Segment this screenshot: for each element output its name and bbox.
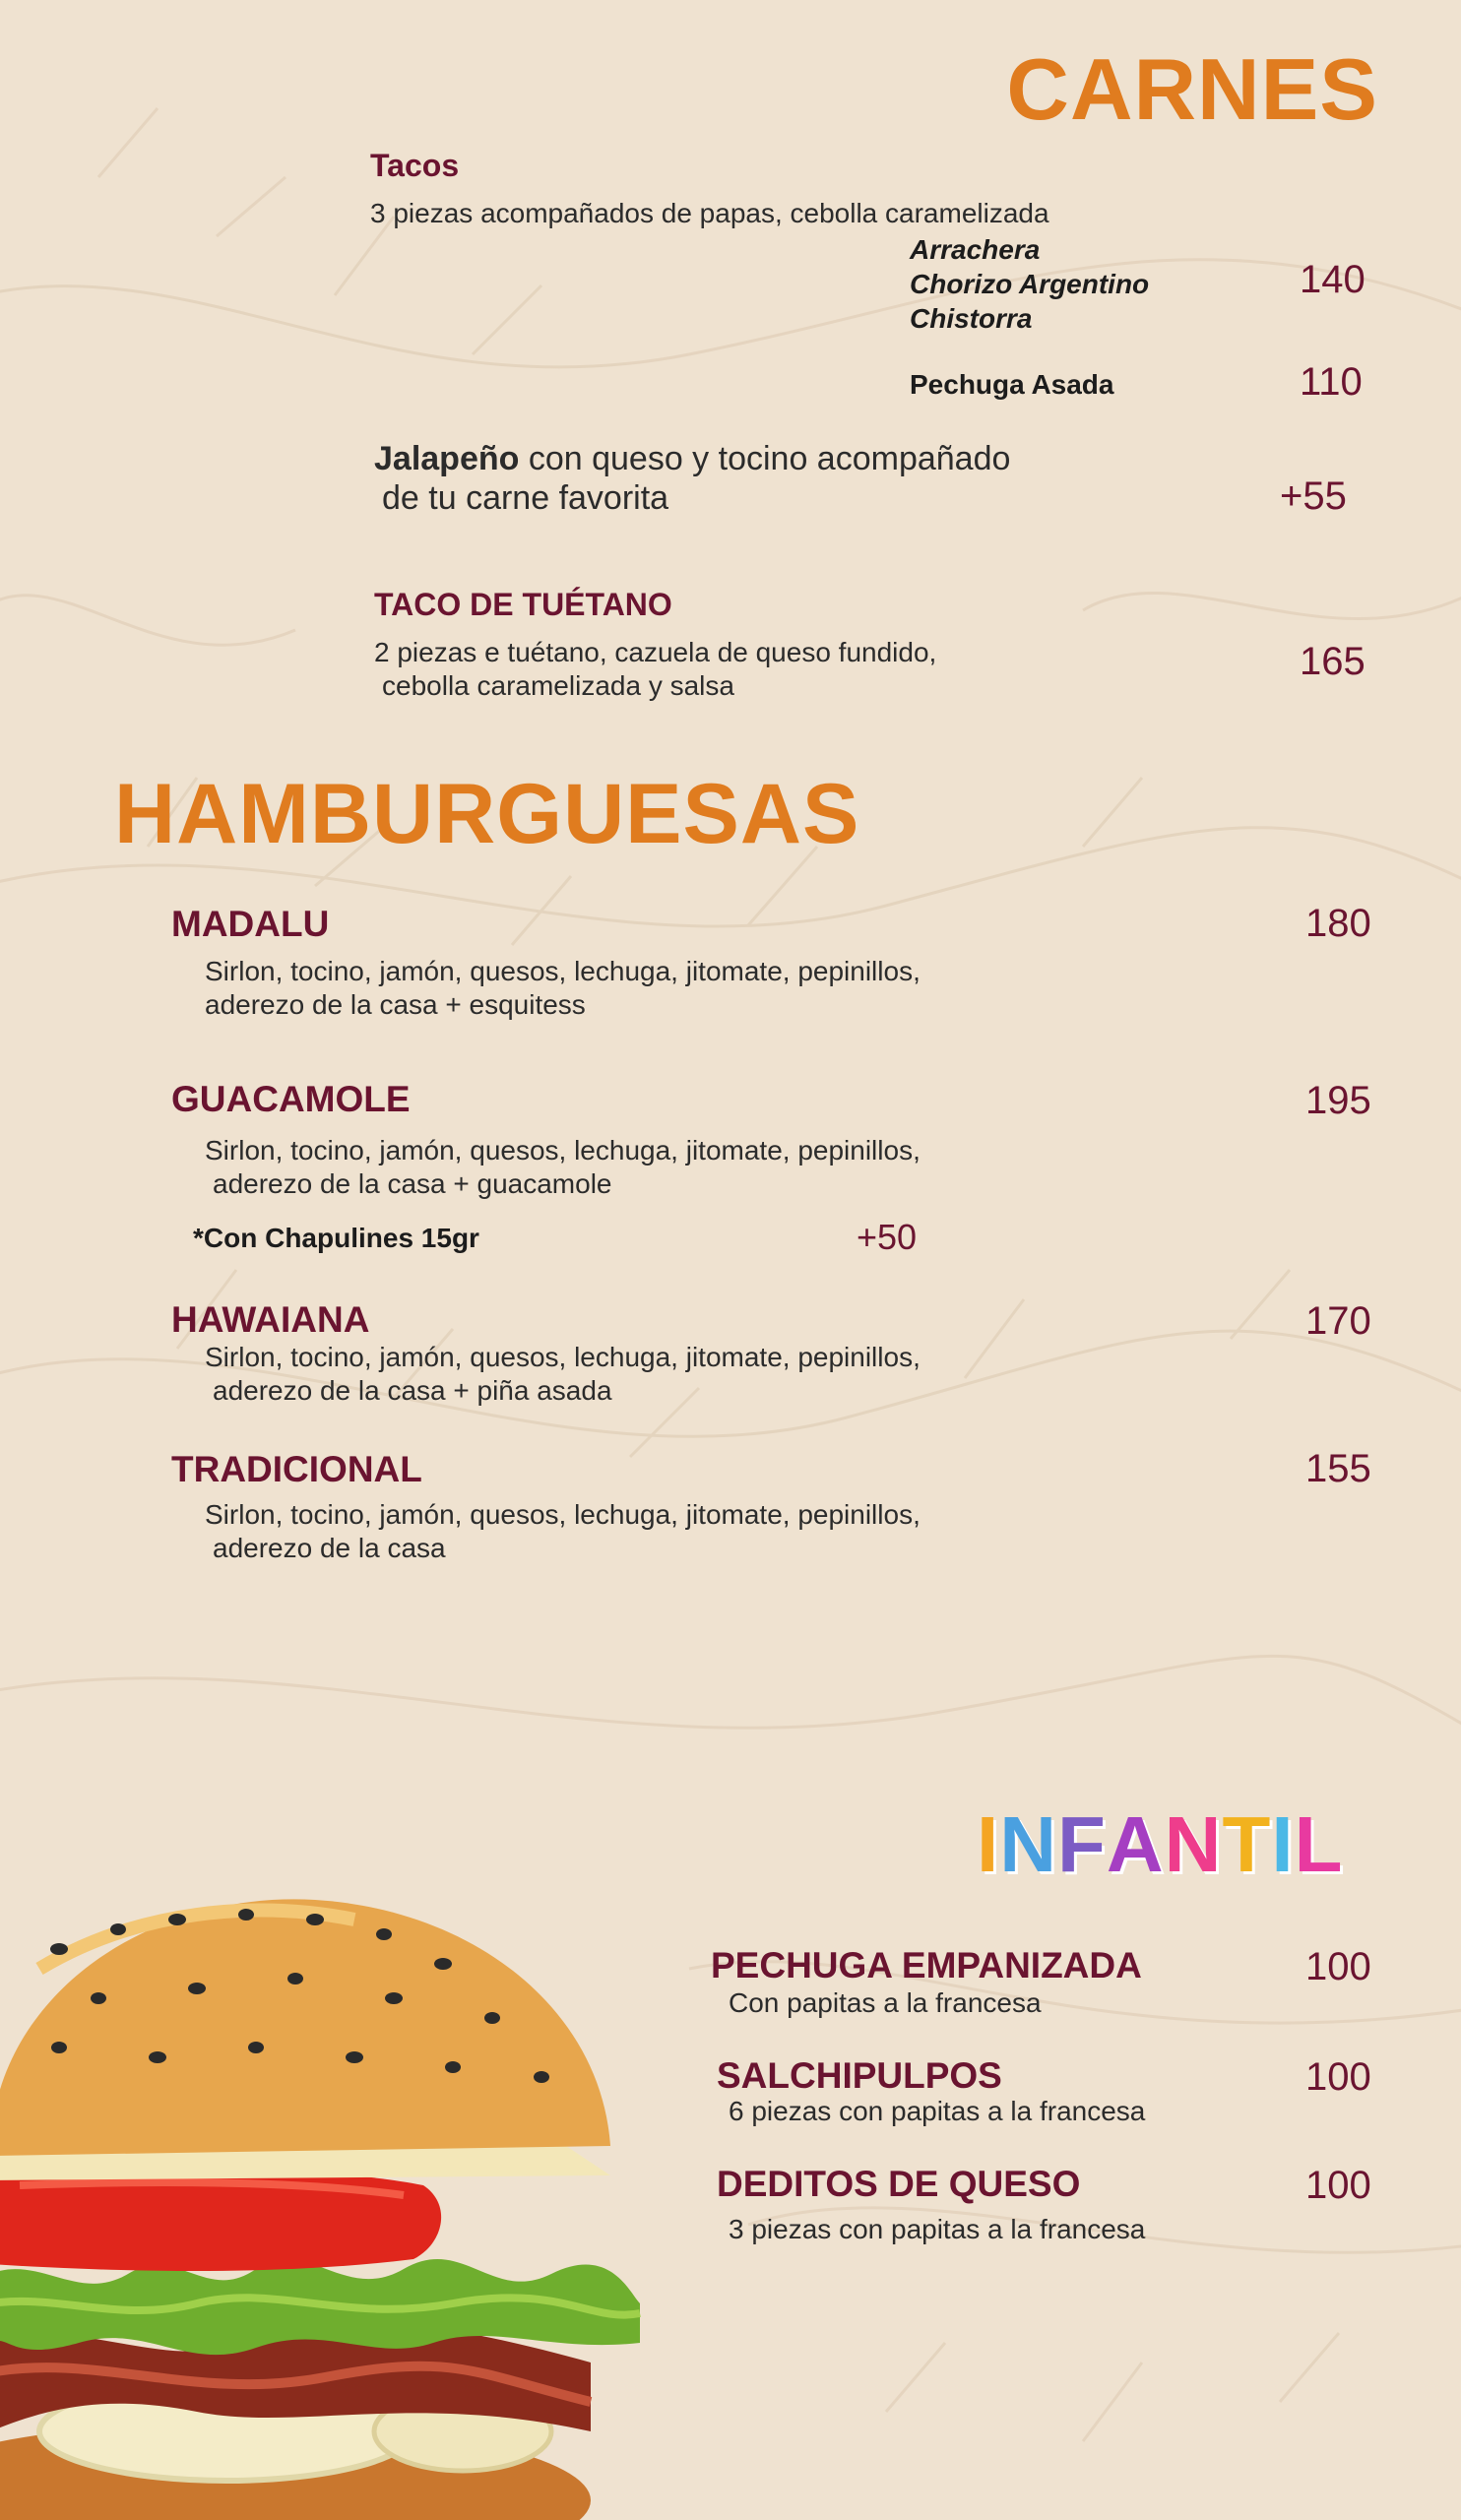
burger-desc-hawaiana xyxy=(205,1341,921,1408)
burger-price-guacamole: 195 xyxy=(1305,1079,1371,1122)
burger-desc-madalu xyxy=(205,955,921,1022)
infantil-letter: I xyxy=(977,1800,1000,1888)
infantil-letter: N xyxy=(1164,1800,1223,1888)
burger-photo xyxy=(0,1880,650,2520)
tacos-option: Chistorra xyxy=(910,303,1033,334)
infantil-letter: N xyxy=(999,1800,1058,1888)
tacos-description: 3 piezas acompañados de papas, cebolla caramelizada xyxy=(370,198,1049,228)
tacos-name: Tacos xyxy=(370,148,460,183)
taco-tuetano-line2: cebolla caramelizada y salsa xyxy=(382,670,734,701)
burger-desc-line1: Sirlon, tocino, jamón, quesos, lechuga, jitomate, pepinillos, xyxy=(205,1342,921,1372)
taco-tuetano-description xyxy=(374,636,936,703)
burger-name-tradicional: TRADICIONAL xyxy=(171,1449,422,1489)
carnes-section-title: CARNES xyxy=(1006,40,1378,138)
jalapeno-description xyxy=(374,439,1010,518)
infantil-letter: T xyxy=(1222,1800,1272,1888)
burger-desc-line2: aderezo de la casa + guacamole xyxy=(213,1168,612,1199)
hamburguesas-section-title: HAMBURGUESAS xyxy=(114,767,860,861)
pechuga-asada-label: Pechuga Asada xyxy=(910,369,1114,400)
infantil-desc-pechuga: Con papitas a la francesa xyxy=(729,1987,1042,2018)
taco-tuetano-name: TACO DE TUÉTANO xyxy=(374,587,672,622)
burger-desc-line1: Sirlon, tocino, jamón, quesos, lechuga, jitomate, pepinillos, xyxy=(205,1135,921,1166)
jalapeno-line1: con queso y tocino acompañado xyxy=(519,440,1011,477)
tacos-options-list xyxy=(910,232,1149,336)
burger-desc-line2: aderezo de la casa xyxy=(213,1533,446,1563)
infantil-price-salchipulpos: 100 xyxy=(1305,2055,1371,2099)
tacos-option: Arrachera xyxy=(910,234,1041,265)
jalapeno-price: +55 xyxy=(1280,474,1347,518)
burger-price-hawaiana: 170 xyxy=(1305,1299,1371,1343)
burger-desc-line1: Sirlon, tocino, jamón, quesos, lechuga, jitomate, pepinillos, xyxy=(205,956,921,986)
burger-price-tradicional: 155 xyxy=(1305,1447,1371,1490)
infantil-letter: A xyxy=(1106,1800,1165,1888)
infantil-desc-salchipulpos: 6 piezas con papitas a la francesa xyxy=(729,2096,1146,2126)
burger-name-hawaiana: HAWAIANA xyxy=(171,1299,370,1340)
burger-desc-line2: aderezo de la casa + esquitess xyxy=(205,989,586,1020)
infantil-price-deditos: 100 xyxy=(1305,2164,1371,2207)
burger-desc-guacamole xyxy=(205,1134,921,1201)
infantil-letter: F xyxy=(1057,1800,1107,1888)
infantil-letter: L xyxy=(1294,1800,1344,1888)
infantil-name-deditos: DEDITOS DE QUESO xyxy=(717,2164,1081,2204)
infantil-name-salchipulpos: SALCHIPULPOS xyxy=(717,2055,1002,2096)
taco-tuetano-line1: 2 piezas e tuétano, cazuela de queso fundido, xyxy=(374,637,937,667)
tacos-options-price: 140 xyxy=(1300,258,1366,301)
burger-desc-line2: aderezo de la casa + piña asada xyxy=(213,1375,612,1406)
taco-tuetano-price: 165 xyxy=(1300,640,1366,683)
jalapeno-name: Jalapeño xyxy=(374,440,520,477)
infantil-section-title xyxy=(977,1799,1343,1890)
chapulines-extra-label: *Con Chapulines 15gr xyxy=(193,1223,479,1253)
infantil-name-pechuga: PECHUGA EMPANIZADA xyxy=(711,1945,1142,1985)
tacos-option: Chorizo Argentino xyxy=(910,269,1150,299)
burger-name-madalu: MADALU xyxy=(171,904,330,944)
pechuga-asada-price: 110 xyxy=(1300,360,1363,404)
infantil-desc-deditos: 3 piezas con papitas a la francesa xyxy=(729,2214,1146,2244)
chapulines-extra-price: +50 xyxy=(857,1217,918,1257)
burger-desc-line1: Sirlon, tocino, jamón, quesos, lechuga, jitomate, pepinillos, xyxy=(205,1499,921,1530)
burger-desc-tradicional xyxy=(205,1498,921,1565)
infantil-price-pechuga: 100 xyxy=(1305,1945,1371,1988)
burger-name-guacamole: GUACAMOLE xyxy=(171,1079,411,1119)
jalapeno-line2: de tu carne favorita xyxy=(382,479,669,517)
infantil-letter: I xyxy=(1271,1800,1295,1888)
burger-price-madalu: 180 xyxy=(1305,902,1371,945)
